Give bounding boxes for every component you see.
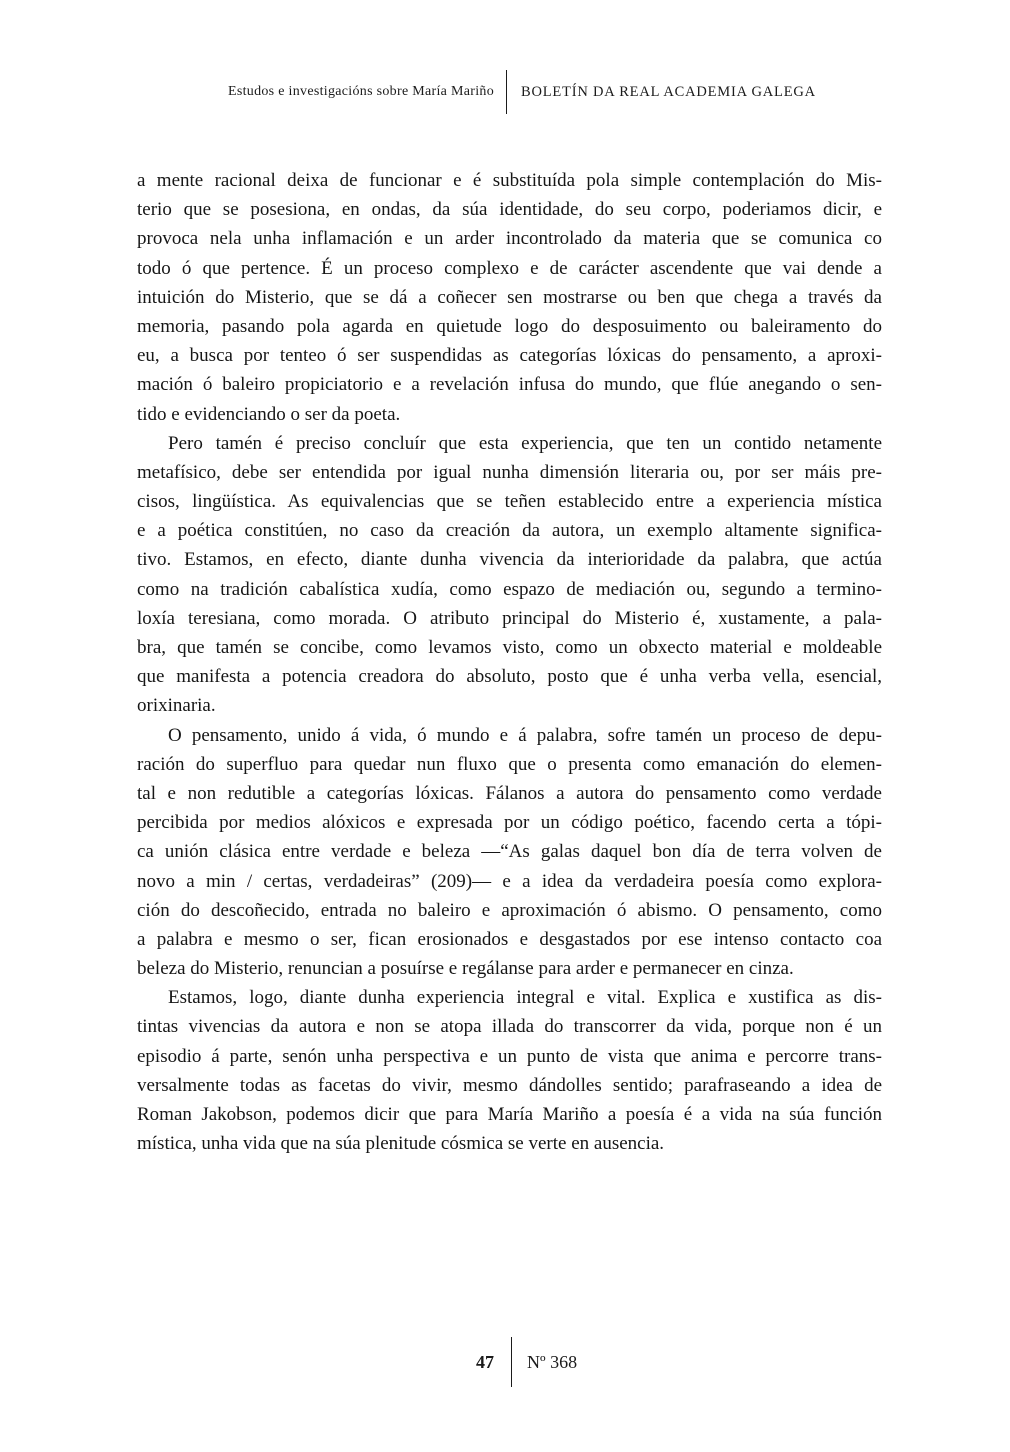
text-line: cisos, lingüística. As equivalencias que se teñen establecido entre a experiencia mística <box>137 491 882 513</box>
text-line: novo a min / certas, verdadeiras” (209)— e a idea da verdadeira poesía como explora- <box>137 870 882 892</box>
text-line: tido e evidenciando o ser da poeta. <box>137 403 401 425</box>
text-line: Roman Jakobson, podemos dicir que para María Mariño a poesía é a vida na súa función <box>137 1104 882 1125</box>
text-line: mación ó baleiro propiciatorio e a revelación infusa do mundo, que flúe anegando o sen- <box>137 374 882 396</box>
text-line: mística, unha vida que na súa plenitude cósmica se verte en ausencia. <box>137 1133 665 1155</box>
text-line: e a poética constitúen, no caso da creación da autora, un exemplo altamente significa- <box>137 520 882 542</box>
text-line: beleza do Misterio, renuncian a posuírse e regálanse para arder e permanecer en cinza. <box>137 958 794 980</box>
page-footer <box>0 1337 1010 1387</box>
header-running-title: Estudos e investigacións sobre María Mariño <box>227 84 494 99</box>
text-line: metafísico, debe ser entendida por igual nunha dimensión literaria ou, por ser máis pre- <box>137 461 882 483</box>
text-line: Pero tamén é preciso concluír que esta experiencia, que ten un contido netamente <box>168 432 882 454</box>
text-line: como na tradición cabalística xudía, como espazo de mediación ou, segundo a termino- <box>137 578 882 600</box>
text-line: tal e non redutible a categorías lóxicas. Fálanos a autora do pensamento como verdade <box>137 782 882 804</box>
text-line: bra, que tamén se concibe, como levamos visto, como un obxecto material e moldeable <box>137 637 882 658</box>
text-line: memoria, pasando pola agarda en quietude logo do desposuimento ou baleiramento do <box>137 315 882 337</box>
text-line: intuición do Misterio, que se dá a coñecer sen mostrarse ou ben que chega a través da <box>137 286 882 308</box>
page-number: 47 <box>476 1351 494 1372</box>
text-line: ca unión clásica entre verdade e beleza —“As galas daquel bon día de terra volven de <box>137 841 882 863</box>
text-line: Estamos, logo, diante dunha experiencia integral e vital. Explica e xustifica as dis- <box>168 987 882 1009</box>
text-line: episodio á parte, senón unha perspectiva e un punto de vista que anima e percorre trans- <box>137 1045 882 1067</box>
text-line: todo ó que pertence. É un proceso complexo e de carácter ascendente que vai dende a <box>137 257 882 279</box>
paragraph <box>137 721 882 984</box>
text-line: loxía teresiana, como morada. O atributo principal do Misterio é, xustamente, a pala- <box>137 607 882 629</box>
paragraph <box>137 983 882 1158</box>
text-line: orixinaria. <box>137 695 216 717</box>
text-line: ración do superfluo para quedar nun fluxo que o presenta como emanación do elemen- <box>137 753 882 775</box>
header-journal-title: BOLETÍN DA REAL ACADEMIA GALEGA <box>521 83 816 100</box>
text-line: versalmente todas as facetas do vivir, mesmo dándolles sentido; parafraseando a idea de <box>137 1074 882 1096</box>
text-line: percibida por medios alóxicos e expresada por un código poético, facendo certa a tópi- <box>137 812 882 834</box>
page-body <box>137 166 882 1158</box>
paragraph <box>137 429 882 721</box>
text-line: provoca nela unha inflamación e un arder incontrolado da materia que se comunica co <box>137 228 882 250</box>
text-line: terio que se posesiona, en ondas, da súa identidade, do seu corpo, poderiamos dicir, e <box>137 199 882 221</box>
issue-number: Nº 368 <box>527 1351 578 1372</box>
text-line: eu, a busca por tenteo ó ser suspendidas as categorías lóxicas do pensamento, a aproxi- <box>137 345 882 367</box>
paragraph <box>137 166 882 429</box>
text-line: a palabra e mesmo o ser, fican erosionados e desgastados por ese intenso contacto coa <box>137 928 882 950</box>
text-line: a mente racional deixa de funcionar e é substituída pola simple contemplación do Mis- <box>137 170 882 191</box>
text-line: que manifesta a potencia creadora do absoluto, posto que é unha verba vella, esencial, <box>137 666 882 688</box>
text-line: tintas vivencias da autora e non se atopa illada do transcorrer da vida, porque non é un <box>137 1016 882 1038</box>
page-header <box>0 69 1010 115</box>
text-line: tivo. Estamos, en efecto, diante dunha vivencia da interioridade da palabra, que actúa <box>137 549 882 571</box>
text-line: O pensamento, unido á vida, ó mundo e á palabra, sofre tamén un proceso de depu- <box>168 724 882 746</box>
text-line: ción do descoñecido, entrada no baleiro e aproximación ó abismo. O pensamento, como <box>137 899 882 921</box>
